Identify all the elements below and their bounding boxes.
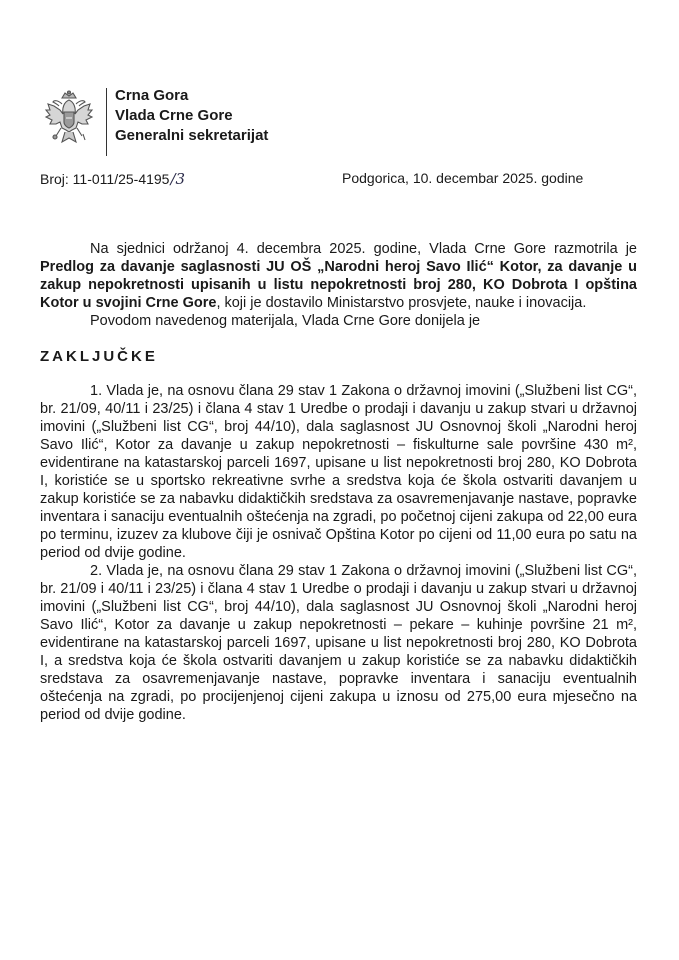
place-and-date: Podgorica, 10. decembar 2025. godine bbox=[342, 170, 584, 186]
montenegro-coat-of-arms-icon bbox=[40, 90, 98, 152]
letterhead bbox=[40, 86, 268, 156]
proposal-title: Predlog za davanje saglasnosti JU OŠ „Narodni heroj Savo Ilić“ Kotor, za davanje u zakup nepokretnosti upisanih u listu nepokretnosti broj 280, KO Dobrota I opština Kotor u svojini Crne Gore bbox=[40, 259, 637, 311]
government-name: Vlada Crne Gore bbox=[115, 107, 233, 124]
conclusions-heading: ZAKLJUČKE bbox=[40, 348, 158, 365]
decision-lead-in: Povodom navedenog materijala, Vlada Crne Gore donijela je bbox=[90, 313, 481, 329]
conclusion-2: 2. Vlada je, na osnovu člana 29 stav 1 Zakona o državnoj imovini („Službeni list CG“, br. 21/09 i 40/11 i 23/25) i člana 4 stav 1 Uredbe o prodaji i davanju u zakup stvari u državnoj imovini („Službeni list CG“, broj 44/10), dala saglasnost JU Osnovnoj školi „Narodni heroj Savo Ilić“, Kotor za davanje u zakup nepokretnosti – pekare – kuhinje površine 21 m², evidentirane na katastarskoj parceli 1697, upisane u list nepokretnosti broj 280, KO Dobrota I, a sredstva koja će škola ostvariti davanjem u zakup koristiće se za nabavku didaktičkih sredstava za osavremenjavanje nastave, popravke inventara i sanaciju eventualnih oštećenja na zgradi, po procijenjenoj cijeni zakupa u iznosu od 275,00 eura mjesečno na period od dvije godine. bbox=[40, 563, 637, 723]
conclusion-1: 1. Vlada je, na osnovu člana 29 stav 1 Zakona o državnoj imovini („Službeni list CG“, br. 21/09, 40/11 i 23/25) i člana 4 stav 1 Uredbe o prodaji i davanju u zakup stvari u državnoj imovini („Službeni list CG“, broj 44/10), dala saglasnost JU Osnovnoj školi „Narodni heroj Savo Ilić“, Kotor za davanje u zakup nepokretnosti – fiskulturne sale površine 430 m², evidentirane na katastarskoj parceli 1697, upisane u list nepokretnosti broj 280, KO Dobrota I, koristiće se u sportsko rekreativne svrhe a sredstva koja će škola ostvariti davanjem u zakup koristiće se za nabavku didaktičkih sredstava za osavremenjavanje nastave, popravke inventara i sanaciju eventualnih oštećenja na zgradi, po početnoj cijeni zakupa od 22,00 eura po terminu, izuzev za klubove čiji je osnivač Opština Kotor po cijeni od 11,00 eura po satu na period od dvije godine. bbox=[40, 383, 637, 561]
country-name: Crna Gora bbox=[115, 87, 189, 104]
office-name: Generalni sekretarijat bbox=[115, 127, 269, 144]
handwritten-suffix: /3 bbox=[170, 170, 186, 188]
reference-number: Broj: 11-011/25-4195/3 bbox=[40, 170, 186, 188]
letterhead-divider bbox=[106, 88, 107, 156]
document-body bbox=[40, 240, 637, 724]
letterhead-text bbox=[115, 86, 268, 146]
intro-paragraph: Na sjednici održanoj 4. decembra 2025. godine, Vlada Crne Gore razmotrila je Predlog za davanje saglasnosti JU OŠ „Narodni heroj Savo Ilić“ Kotor, za davanje u zakup nepokretnosti upisanih u listu nepokretnosti broj 280, KO Dobrota I opština Kotor u svojini Crne Gore, koji je dostavilo Ministarstvo prosvjete, nauke i inovacija. bbox=[40, 241, 637, 311]
